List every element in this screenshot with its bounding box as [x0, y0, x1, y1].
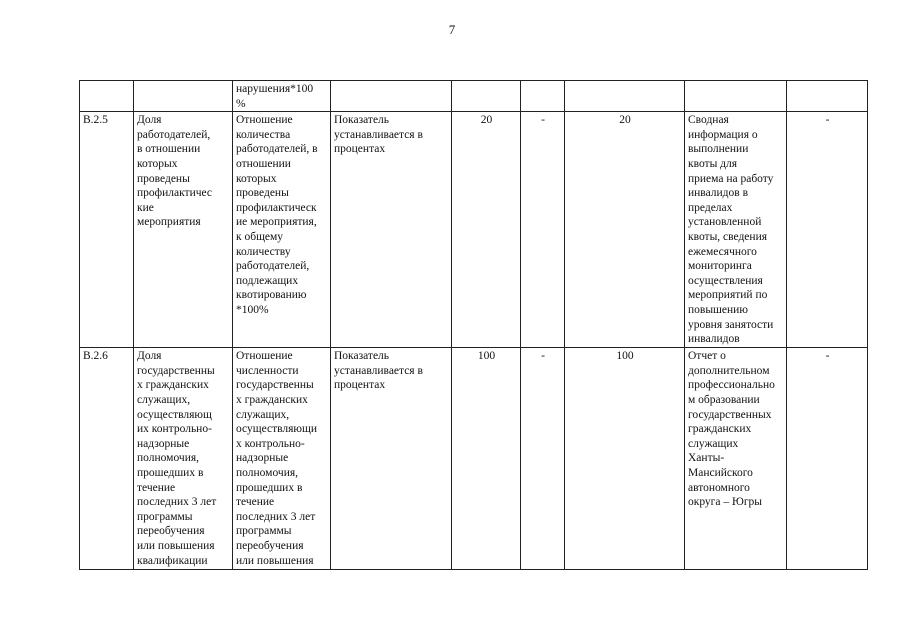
cell-line: которых — [137, 157, 178, 170]
cell-line: которых — [236, 172, 277, 185]
cell-line: переобучения — [137, 525, 205, 538]
cell-code — [80, 81, 134, 112]
cell-line: гражданских — [688, 423, 752, 436]
cell-line: количеству — [236, 245, 291, 258]
cell-line: квоты для — [688, 157, 738, 170]
cell-line: государственны — [236, 379, 314, 392]
cell-line: количества — [236, 128, 291, 141]
cell-line: или повышения — [236, 554, 314, 567]
cell-line: автономного — [688, 481, 750, 494]
cell-line: последних 3 лет — [236, 510, 316, 523]
cell-line: программы — [236, 525, 292, 538]
cell-line: округа – Югры — [688, 496, 763, 509]
cell-line: их контрольно- — [137, 423, 212, 436]
cell-line: прошедших в — [236, 481, 303, 494]
cell-name — [134, 348, 233, 570]
cell-line: подлежащих — [236, 274, 299, 287]
cell-dash — [521, 81, 565, 112]
cell-target-value: 100 — [565, 348, 685, 570]
cell-line: осуществляющи — [236, 423, 318, 436]
cell-line: Сводная — [688, 114, 729, 127]
cell-line: служащих — [688, 437, 739, 450]
cell-line: полномочия, — [137, 452, 200, 465]
page-number: 7 — [448, 22, 456, 37]
formula-line: нарушения*100 — [236, 83, 314, 95]
cell-line: выполнении — [688, 143, 749, 156]
cell-line: инвалидов — [688, 333, 740, 346]
cell-note: - — [787, 112, 868, 348]
cell-line: х контрольно- — [236, 437, 305, 450]
cell-line: *100% — [236, 303, 269, 316]
cell-line: течение — [236, 496, 275, 509]
cell-line: ежемесячного — [688, 245, 757, 258]
cell-base-value: 20 — [452, 112, 521, 348]
cell-line: кие — [137, 201, 154, 214]
cell-name — [134, 112, 233, 348]
cell-line: в отношении — [137, 143, 201, 156]
cell-name — [134, 81, 233, 112]
cell-line: дополнительном — [688, 364, 770, 377]
cell-unit — [331, 81, 452, 112]
cell-line: установленной — [688, 216, 762, 229]
cell-line: работодателей, — [236, 260, 310, 273]
cell-unit — [331, 112, 452, 348]
cell-target-value — [565, 81, 685, 112]
cell-line: надзорные — [236, 452, 289, 465]
cell-unit — [331, 348, 452, 570]
cell-note: - — [787, 348, 868, 570]
cell-target-value: 20 — [565, 112, 685, 348]
cell-line: х гражданских — [137, 379, 209, 392]
cell-line: работодателей, — [137, 128, 211, 141]
cell-line: х гражданских — [236, 393, 308, 406]
cell-dash: - — [521, 112, 565, 348]
cell-line: государственны — [137, 364, 215, 377]
cell-line: переобучения — [236, 539, 304, 552]
cell-base-value — [452, 81, 521, 112]
cell-line: профилактическ — [236, 201, 317, 214]
cell-note — [787, 81, 868, 112]
cell-line: мониторинга — [688, 260, 752, 273]
cell-base-value: 100 — [452, 348, 521, 570]
cell-formula — [233, 348, 331, 570]
table-row — [80, 112, 868, 348]
cell-line: Отношение — [236, 114, 293, 127]
cell-line: м образовании — [688, 393, 760, 406]
cell-line: осуществляющ — [137, 408, 212, 421]
cell-line: квотированию — [236, 289, 307, 302]
cell-line: отношении — [236, 157, 291, 170]
cell-code: В.2.6 — [80, 348, 134, 570]
table-row-continuation — [80, 81, 868, 112]
cell-line: программы — [137, 510, 193, 523]
cell-line: профилактичес — [137, 187, 212, 200]
cell-line: осуществления — [688, 274, 763, 287]
cell-line: Ханты- — [688, 452, 725, 465]
cell-line: Мансийского — [688, 466, 753, 479]
cell-line: приема на работу — [688, 172, 774, 185]
cell-line: Доля — [137, 350, 162, 363]
cell-line: последних 3 лет — [137, 496, 217, 509]
cell-line: инвалидов в — [688, 187, 749, 200]
cell-line: проведены — [137, 172, 190, 185]
cell-line: Отчет о — [688, 350, 726, 363]
cell-line: к общему — [236, 230, 284, 243]
cell-line: работодателей, в — [236, 143, 318, 156]
cell-line: мероприятий по — [688, 289, 768, 302]
cell-line: полномочия, — [236, 466, 299, 479]
table-row — [80, 348, 868, 570]
cell-line: проведены — [236, 187, 289, 200]
cell-line: Показатель — [334, 350, 390, 363]
cell-line: ие мероприятия, — [236, 216, 317, 229]
indicators-table — [79, 80, 868, 570]
cell-line: процентах — [334, 143, 386, 156]
cell-dash: - — [521, 348, 565, 570]
cell-line: профессионально — [688, 379, 775, 392]
cell-line: или повышения — [137, 539, 215, 552]
cell-line: уровня занятости — [688, 318, 774, 331]
cell-line: информация о — [688, 128, 758, 141]
cell-source — [685, 81, 787, 112]
cell-line: квоты, сведения — [688, 230, 768, 243]
cell-line: повышению — [688, 303, 748, 316]
cell-line: численности — [236, 364, 299, 377]
cell-line: устанавливается в — [334, 364, 423, 377]
cell-line: надзорные — [137, 437, 190, 450]
cell-line: пределах — [688, 201, 733, 214]
cell-line: процентах — [334, 379, 386, 392]
cell-line: квалификации — [137, 554, 208, 567]
cell-line: Показатель — [334, 114, 390, 127]
cell-line: течение — [137, 481, 176, 494]
cell-line: государственных — [688, 408, 772, 421]
cell-line: устанавливается в — [334, 128, 423, 141]
cell-line: Отношение — [236, 350, 293, 363]
cell-source — [685, 112, 787, 348]
cell-line: прошедших в — [137, 466, 204, 479]
cell-line: мероприятия — [137, 216, 201, 229]
cell-code: В.2.5 — [80, 112, 134, 348]
cell-source — [685, 348, 787, 570]
cell-line: служащих, — [236, 408, 290, 421]
cell-line: Доля — [137, 114, 162, 127]
cell-line: служащих, — [137, 393, 191, 406]
cell-formula — [233, 112, 331, 348]
cell-formula — [233, 81, 331, 112]
formula-line: % — [236, 97, 246, 110]
